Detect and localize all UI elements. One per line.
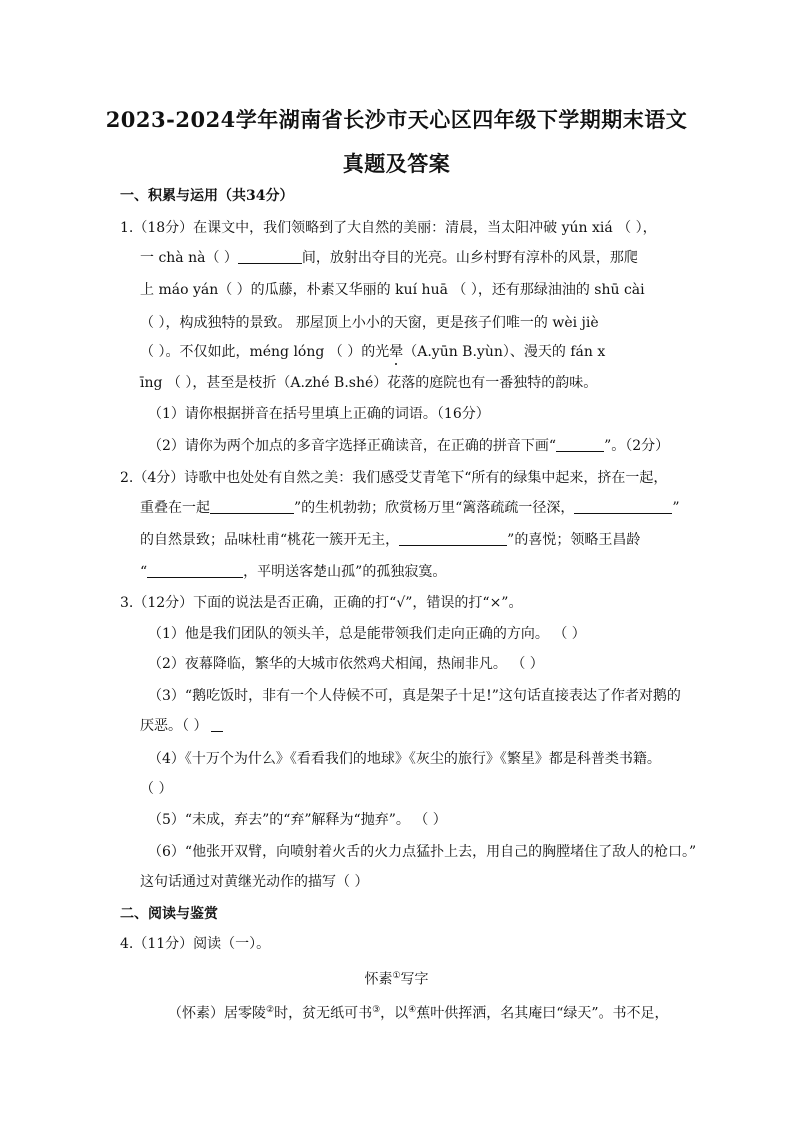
q3-item5: （5）“未成，弃去”的“弃”解释为“抛弃”。 （ ） [148,812,447,828]
q3-line1: 3.（12分）下面的说法是否正确，正确的打“√”，错误的打“×”。 [120,595,523,611]
q2-blank4[interactable] [147,563,243,578]
reading-text-c: ，以 [380,1005,409,1022]
q2-line4-start: “ [140,564,148,580]
q1-line5 [140,342,605,362]
q4-line1: 4.（11分）阅读（一）。 [120,936,271,952]
reading-text-b: 时，贫无纸可书 [274,1005,373,1022]
q1-line5-end: （A.yūn B.yùn）、漫天的 fán x [403,344,606,360]
reading-footnote-4: ④ [408,1005,417,1015]
q3-item3-blank[interactable] [211,717,223,732]
reading-title-start: 怀素 [364,971,393,988]
q3-item1: （1）他是我们团队的领头羊，总是能带领我们走向正确的方向。 （ ） [148,626,586,642]
q1-sub2-start: （2）请你为两个加点的多音字选择正确读音，在正确的拼音下画“ [148,438,557,454]
reading-text-d: 蕉叶供挥洒，名其庵曰“绿天”。书不足， [416,1005,669,1022]
q1-sub1: （1）请你根据拼音在括号里填上正确的词语。（16分） [148,406,490,422]
q1-sub2-blank[interactable] [556,437,604,452]
document-title-line2: 真题及答案 [342,151,451,176]
q3-item2: （2）夜幕降临，繁华的大城市依然鸡犬相闻，热闹非凡。 （ ） [148,656,544,672]
q2-line4-end: ，平明送客楚山孤”的孤独寂寞。 [243,564,447,580]
q1-line5-start: （ ）。不仅如此，méng lóng （ ）的光 [140,344,390,360]
q2-line2 [140,498,680,518]
q2-line2-end: ” [672,500,680,516]
reading-text-a: （怀素）居零陵 [168,1005,266,1022]
q2-line4 [140,562,446,582]
reading-title [0,966,793,990]
q3-item6: （6）“他张开双臂，向喷射着火舌的火力点猛扑上去，用自己的胸膛堵住了敌人的枪口。” [148,844,697,860]
q3-item4: （4）《十万个为什么》《看看我们的地球》《灰尘的旅行》《繁星》都是科普类书籍。 [148,751,661,767]
q3-item3-cont [140,716,223,736]
reading-title-end: 写字 [400,971,429,988]
q2-line1: 2.（4分）诗歌中也处处有自然之美：我们感受艾青笔下“所有的绿集中起来，挤在一起， [120,470,668,486]
q2-line3-end: ”的喜悦；领略王昌龄 [507,532,641,548]
q1-line1: 1.（18分）在课文中，我们领略到了大自然的美丽：清晨，当太阳冲破 yún xiá （ ）， [120,220,657,236]
q1-blank[interactable] [238,249,302,264]
q2-line2-start: 重叠在一起 [140,500,210,516]
section1-heading: 一、积累与运用（共34分） [120,188,294,204]
q1-line2 [140,248,638,268]
q1-line3: 上 máo yán（ ）的瓜藤，朴素又华丽的 kuí huā （ ），还有那绿油油的 shū cài [140,282,645,298]
q3-item4-cont: （ ） [140,781,173,797]
q1-line2-end: 间，放射出夺目的光亮。山乡村野有淳朴的风景，那爬 [301,250,638,266]
q3-item6-cont: 这句话通过对黄继光动作的描写（ ） [140,874,369,890]
q1-line4: （ ），构成独特的景致。 那屋顶上小小的天窗，更是孩子们唯一的 wèi jiè [140,315,599,331]
q2-line3-start: 的自然景致；品味杜甫“桃花一簇开无主， [140,532,400,548]
q2-line3 [140,530,640,550]
reading-title-footnote: ① [392,971,401,981]
document-title-line1: 2023-2024学年湖南省长沙市天心区四年级下学期期末语文 [105,107,688,132]
section2-heading: 二、阅读与鉴赏 [120,906,218,922]
reading-footnote-2: ② [266,1005,275,1015]
q2-blank3[interactable] [399,531,507,546]
reading-paragraph1 [168,1000,669,1024]
q2-line2-mid: ”的生机勃勃；欣赏杨万里“篱落疏疏一径深， [294,500,575,516]
q1-line2-start: 一 chà nà（ ） [140,250,238,266]
q3-item3: （3）“鹅吃饭时，非有一个人侍候不可，真是架子十足!”这句话直接表达了作者对鹅的 [148,688,681,704]
q3-item3-end: 厌恶。（ ） [140,718,208,734]
q1-line6: īng （ ），甚至是枝折（A.zhé B.shé）花落的庭院也有一番独特的韵味。 [140,375,598,391]
q1-sub2 [148,436,669,456]
q1-dotted-char: 晕 [389,344,404,360]
q2-blank2[interactable] [574,499,672,514]
q2-blank1[interactable] [210,499,294,514]
q1-sub2-end: ”。（2分） [604,438,670,454]
reading-footnote-3: ③ [372,1005,381,1015]
